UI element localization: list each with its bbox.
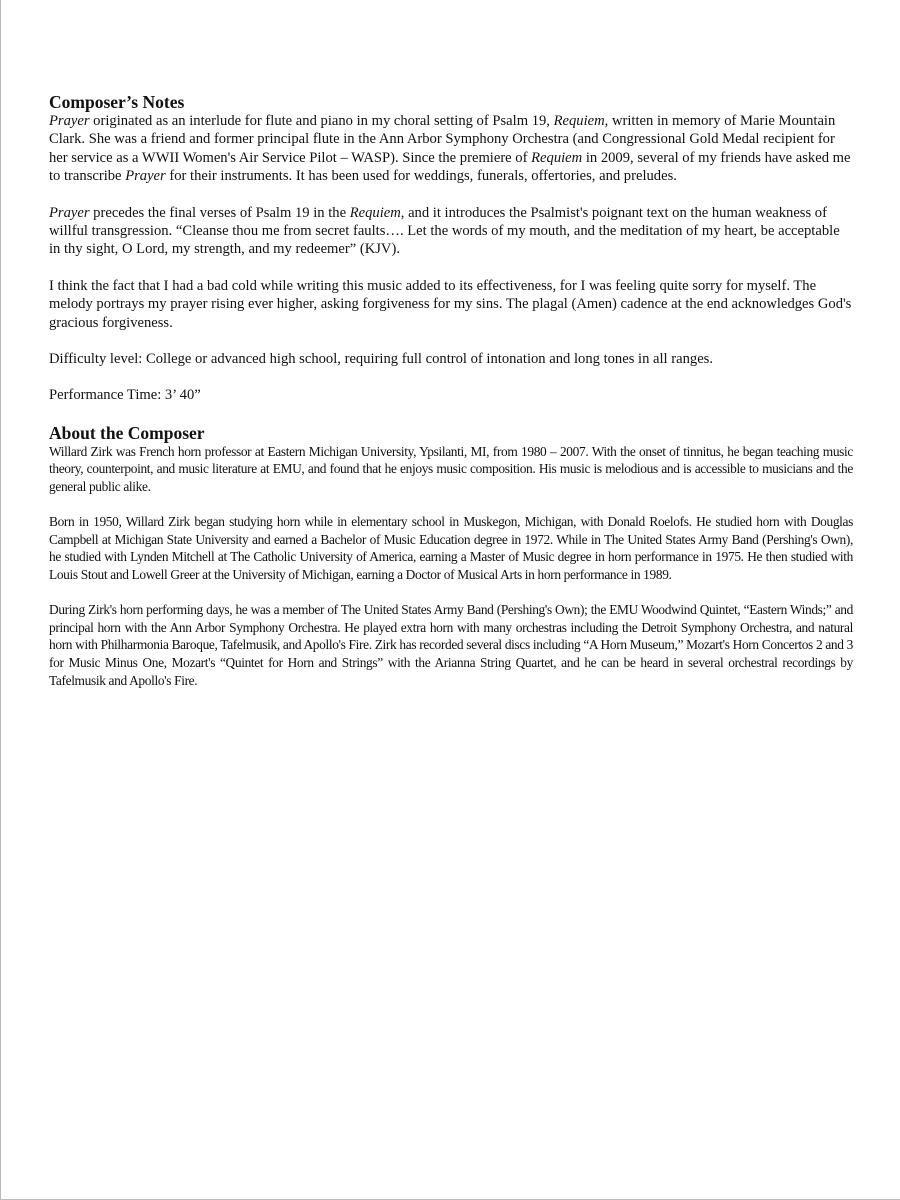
work-title: Prayer: [49, 204, 90, 221]
notes-paragraph-1: [49, 112, 853, 186]
work-title: Prayer: [125, 168, 166, 185]
about-paragraph-1: Willard Zirk was French horn professor at Eastern Michigan University, Ypsilanti, MI, from 1980 – 2007. With the onset of tinnitus, he began teaching music theory, counterpoint, and music literature at EMU, and found that he enjoys music composition. His music is melodious and is accessible to musicians and the general public alike.: [49, 443, 853, 495]
about-paragraph-3: During Zirk's horn performing days, he was a member of The United States Army Band (Pershing's Own); the EMU Woodwind Quintet, “Eastern Winds;” and principal horn with the Ann Arbor Symphony Orchestra. He played extra horn with many orchestras including the Detroit Symphony Orchestra, and natural horn with Philharmonia Baroque, Tafelmusik, and Apollo's Fire. Zirk has recorded several discs including “A Horn Museum,” Mozart's Horn Concertos 2 and 3 for Music Minus One, Mozart's “Quintet for Horn and Strings” with the Arianna String Quartet, and he can be heard in several orchestral recordings by Tafelmusik and Apollo's Fire.: [49, 602, 853, 688]
page-border-left: [0, 0, 1, 1200]
about-paragraph-2: Born in 1950, Willard Zirk began studying horn while in elementary school in Muskegon, Michigan, with Donald Roelofs. He studied horn with Douglas Campbell at Michigan State University and earned a Bachelor of Music Education degree in 1972. While in The United States Army Band (Pershing's Own), he studied with Lynden Mitchell at The Catholic University of America, earning a Master of Music degree in horn performance in 1975. He then studied with Louis Stout and Lowell Greer at the University of Michigan, earning a Doctor of Musical Arts in horn performance in 1989.: [49, 514, 853, 583]
text-run: , and it introduces the Psalmist's poignant text on the human weakness of willful transgression. “Cleanse thou me from secret faults…. Let the words of my mouth, and the meditation of my heart, be acceptable in thy sight, O Lord, my strength, and my redeemer” (KJV).: [49, 204, 840, 258]
work-title: Requiem: [531, 149, 583, 166]
work-title: Requiem: [349, 204, 401, 221]
performance-time: Performance Time: 3’ 40”: [49, 387, 201, 404]
composers-notes-section: [49, 92, 853, 405]
difficulty-level: Difficulty level: College or advanced high school, requiring full control of intonation and long tones in all ranges.: [49, 351, 713, 368]
notes-paragraph-2: [49, 204, 853, 259]
page-content: [49, 92, 853, 707]
work-title: Prayer: [49, 113, 90, 129]
text-run: originated as an interlude for flute and piano in my choral setting of Psalm 19,: [89, 113, 554, 129]
notes-paragraph-3: I think the fact that I had a bad cold while writing this music added to its effectiveness, for I was feeling quite sorry for myself. The melody portrays my prayer rising ever higher, asking forgiveness for my sins. The plagal (Amen) cadence at the end acknowledges God's gracious forgiveness.: [49, 277, 852, 331]
text-run: precedes the final verses of Psalm 19 in the: [89, 204, 350, 221]
work-title: Requiem: [553, 113, 605, 129]
text-run: for their instruments. It has been used for weddings, funerals, offertories, and preludes.: [165, 168, 677, 185]
text-run: , written in memory of Marie Mountain Clark. She was a friend and former principal flute in the Ann Arbor Symphony Orchestra (and Congressional Gold Medal recipient for her service as a WWII Women's Air Service Pilot – WASP). Since the premiere of: [49, 113, 836, 166]
about-composer-heading: About the Composer: [49, 422, 205, 443]
about-composer-section: [49, 423, 853, 689]
composers-notes-heading: Composer’s Notes: [49, 92, 185, 112]
text-run: in 2009, several of my friends have asked me to transcribe: [49, 149, 851, 185]
